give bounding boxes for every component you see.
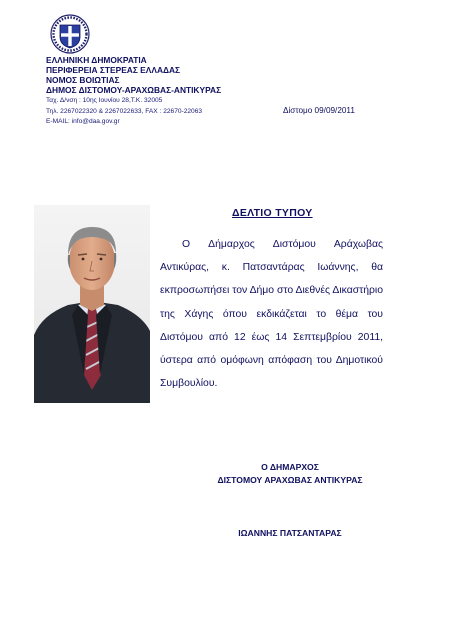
email-line: E-MAIL: info@daa.gov.gr xyxy=(46,118,120,125)
document-title: ΔΕΛΤΙΟ ΤΥΠΟΥ xyxy=(232,207,313,219)
signatory-name: ΙΩΑΝΝΗΣ ΠΑΤΣΑΝΤΑΡΑΣ xyxy=(238,528,342,538)
mayor-portrait-photo xyxy=(34,205,150,403)
press-release-body: Ο Δήμαρχος Διστόμου Αράχωβας Αντικύρας, κ. Πατσαντάρας Ιωάννης, θα εκπροσωπήσει τον Δήμο στο Διεθνές Δικαστήριο της Χάγης όπου εκδικάζεται το θέμα του Διστόμου από 12 έως 14 Σεπτεμβρίου 2011, ύστερα από ομόφωνη απόφαση του Δημοτικού Συμβουλίου. xyxy=(160,239,383,390)
greek-republic-emblem-icon xyxy=(50,14,90,54)
document-date: Δίστομο 09/09/2011 xyxy=(283,106,355,115)
issuing-authority xyxy=(46,55,306,95)
signature-role-line: Ο ΔΗΜΑΡΧΟΣ xyxy=(261,462,319,472)
signature-role xyxy=(180,461,400,487)
phone-fax-line: Τηλ. 2267022320 & 2267022633, FAX : 22670-22063 xyxy=(46,107,203,115)
org-line: ΕΛΛΗΝΙΚΗ ΔΗΜΟΚΡΑΤΙΑ xyxy=(46,55,147,65)
org-line: ΝΟΜΟΣ ΒΟΙΩΤΙΑΣ xyxy=(46,75,120,85)
org-line: ΔΗΜΟΣ ΔΙΣΤΟΜΟΥ-ΑΡΑΧΩΒΑΣ-ΑΝΤΙΚΥΡΑΣ xyxy=(46,85,222,95)
org-line: ΠΕΡΙΦΕΡΕΙΑ ΣΤΕΡΕΑΣ ΕΛΛΑΔΑΣ xyxy=(46,65,181,75)
contact-info xyxy=(46,96,306,128)
signature-role-line: ΔΙΣΤΟΜΟΥ ΑΡΑΧΩΒΑΣ ΑΝΤΙΚΥΡΑΣ xyxy=(217,475,363,485)
address-line: Ταχ. Δ/νση : 10ης Ιουνίου 28,Τ.Κ. 32005 xyxy=(46,97,163,104)
